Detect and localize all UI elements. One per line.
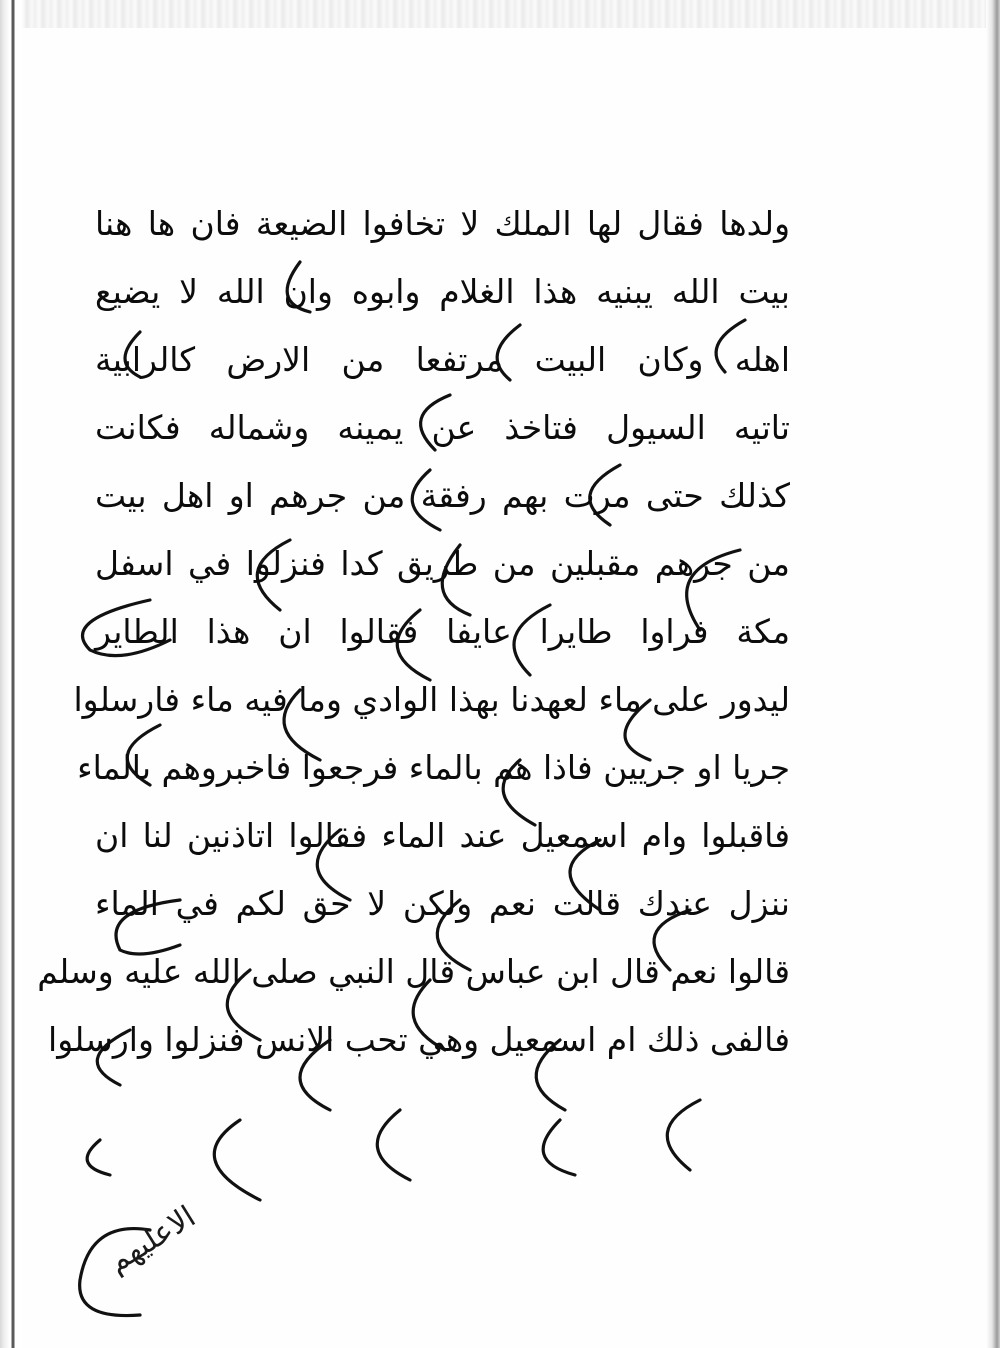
text-line-12: قالوا نعم قال ابن عباس قال النبي صلى الله عليه وسلم bbox=[37, 952, 790, 991]
text-line-3: اهله وكان البيت مرتفعا من الارض كالرابية bbox=[95, 340, 790, 379]
text-line-6: من جرهم مقبلين من طريق كدا فنزلوا في اسفل bbox=[95, 544, 790, 583]
text-line-9: جريا او جريين فاذا هم بالماء فرجعوا فاخبروهم بالماء bbox=[77, 748, 790, 787]
marginal-note: الاعليهم bbox=[101, 1199, 202, 1280]
text-line-2: بيت الله يبنيه هذا الغلام وابوه وان الله لا يضيع bbox=[95, 272, 790, 311]
text-line-5: كذلك حتى مرت بهم رفقة من جرهم او اهل بيت bbox=[95, 476, 790, 515]
scan-left-edge bbox=[0, 0, 22, 1348]
manuscript-text bbox=[37, 190, 790, 1074]
scan-right-edge bbox=[986, 0, 1000, 1348]
scan-top-edge bbox=[0, 0, 1000, 28]
text-line-11: ننزل عندك قالت نعم ولكن لا حق لكم في الماء bbox=[95, 884, 790, 923]
text-line-7: مكة فراوا طايرا عايفا فقالوا ان هذا الطاير bbox=[95, 612, 790, 651]
text-line-4: تاتيه السيول فتاخذ عن يمينه وشماله فكانت bbox=[95, 408, 790, 447]
text-line-10: فاقبلوا وام اسمعيل عند الماء فقالوا اتاذنين لنا ان bbox=[95, 816, 790, 855]
text-line-1: ولدها فقال لها الملك لا تخافوا الضيعة فان ها هنا bbox=[95, 204, 790, 243]
text-line-8: ليدور على ماء لعهدنا بهذا الوادي وما فيه ماء فارسلوا bbox=[73, 680, 790, 719]
text-line-13: فالفى ذلك ام اسمعيل وهي تحب الانس فنزلوا وارسلوا bbox=[48, 1020, 790, 1059]
